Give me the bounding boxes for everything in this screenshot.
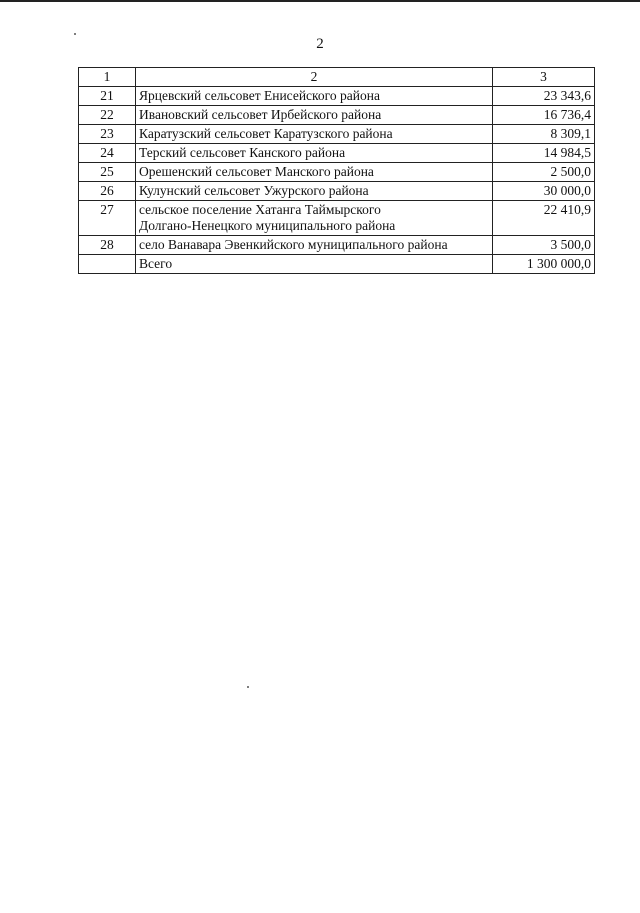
- row-name: Каратузский сельсовет Каратузского района: [136, 125, 493, 144]
- table-row: [79, 125, 595, 144]
- row-name: Терский сельсовет Канского района: [136, 144, 493, 163]
- table-row: [79, 236, 595, 255]
- row-number: 21: [79, 87, 136, 106]
- header-cell-3: 3: [493, 68, 595, 87]
- total-amount: 1 300 000,0: [493, 255, 595, 274]
- page-top-edge: [0, 0, 640, 2]
- row-name: село Ванавара Эвенкийского муниципального района: [136, 236, 493, 255]
- table-row: [79, 87, 595, 106]
- total-number: [79, 255, 136, 274]
- total-label: Всего: [136, 255, 493, 274]
- row-amount: 23 343,6: [493, 87, 595, 106]
- row-amount: 14 984,5: [493, 144, 595, 163]
- header-cell-2: 2: [136, 68, 493, 87]
- row-number: 24: [79, 144, 136, 163]
- table-row: [79, 182, 595, 201]
- row-number: 27: [79, 201, 136, 236]
- table-row: [79, 163, 595, 182]
- row-amount: 22 410,9: [493, 201, 595, 236]
- table-row: [79, 201, 595, 236]
- row-name: Ивановский сельсовет Ирбейского района: [136, 106, 493, 125]
- row-number: 28: [79, 236, 136, 255]
- table-total-row: [79, 255, 595, 274]
- row-amount: 3 500,0: [493, 236, 595, 255]
- row-name-line-2: Долгано-Ненецкого муниципального района: [139, 218, 396, 233]
- row-name-multiline: [136, 201, 493, 236]
- row-amount: 8 309,1: [493, 125, 595, 144]
- row-number: 26: [79, 182, 136, 201]
- row-number: 22: [79, 106, 136, 125]
- scan-speck: [74, 33, 76, 35]
- table-row: [79, 144, 595, 163]
- row-name: Орешенский сельсовет Манского района: [136, 163, 493, 182]
- scan-speck: [247, 686, 249, 688]
- row-number: 25: [79, 163, 136, 182]
- row-name: Ярцевский сельсовет Енисейского района: [136, 87, 493, 106]
- row-name-line-1: сельское поселение Хатанга Таймырского: [139, 202, 381, 217]
- allocation-table: [78, 67, 595, 274]
- row-name: Кулунский сельсовет Ужурского района: [136, 182, 493, 201]
- row-amount: 30 000,0: [493, 182, 595, 201]
- row-amount: 16 736,4: [493, 106, 595, 125]
- row-number: 23: [79, 125, 136, 144]
- table-row: [79, 106, 595, 125]
- header-cell-1: 1: [79, 68, 136, 87]
- table-header-row: [79, 68, 595, 87]
- row-amount: 2 500,0: [493, 163, 595, 182]
- page-number: 2: [316, 36, 324, 52]
